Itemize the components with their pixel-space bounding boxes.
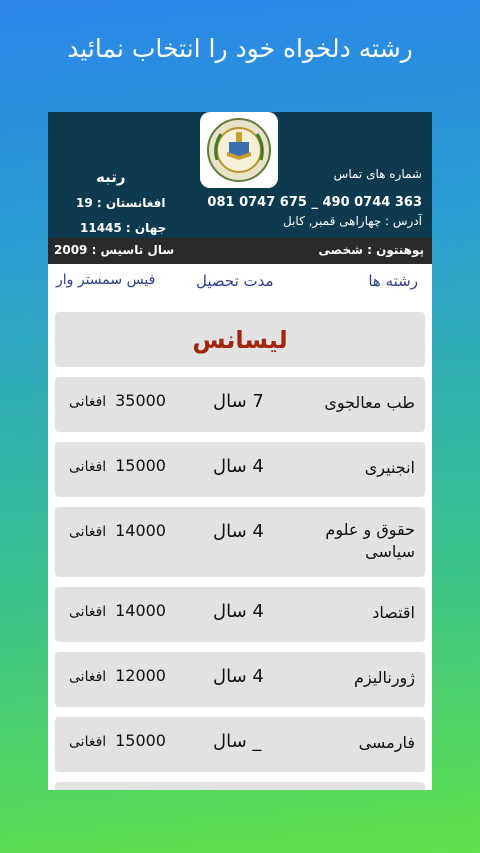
program-list <box>55 312 425 790</box>
university-info-panel <box>48 112 432 238</box>
column-fee: فیس سمستر وار <box>56 272 156 288</box>
program-duration: 4 سال <box>213 601 264 622</box>
list-item[interactable] <box>55 717 425 772</box>
list-item[interactable] <box>55 507 425 577</box>
list-item[interactable] <box>55 782 425 790</box>
list-item[interactable] <box>55 652 425 707</box>
page-title: رشته دلخواه خود را انتخاب نمائید <box>67 34 413 63</box>
column-field: رشته ها <box>368 272 418 290</box>
column-duration: مدت تحصیل <box>196 272 274 290</box>
emblem-icon <box>205 116 273 184</box>
university-card <box>48 112 432 790</box>
rank-label: رتبه <box>96 168 126 186</box>
program-fee: 14000 افغانی <box>69 601 166 620</box>
program-fee: 35000 افغانی <box>69 391 166 410</box>
program-fee: 15000 افغانی <box>69 456 166 475</box>
column-headers <box>48 270 432 300</box>
program-duration: 7 سال <box>213 391 264 412</box>
established-year: سال تاسیس : 2009 <box>54 243 175 257</box>
contact-label: شماره های تماس <box>333 167 422 181</box>
list-item[interactable] <box>55 442 425 497</box>
rank-world: جهان : 11445 <box>80 221 167 235</box>
program-name: فارمسی <box>358 733 415 752</box>
program-duration: 4 سال <box>213 521 264 542</box>
program-fee: 12000 افغانی <box>69 666 166 685</box>
program-name: ژورنالیزم <box>354 668 415 687</box>
program-fee: 15000 افغانی <box>69 731 166 750</box>
degree-level-header: لیسانس <box>55 312 425 367</box>
program-duration: 4 سال <box>213 666 264 687</box>
program-duration: _ سال <box>213 731 262 752</box>
list-item[interactable] <box>55 587 425 642</box>
program-name: طب معالجوی <box>324 393 415 412</box>
program-duration: 4 سال <box>213 456 264 477</box>
university-logo <box>200 112 278 188</box>
program-name: اقتصاد <box>372 603 415 622</box>
program-name: انجنیری <box>364 458 415 477</box>
info-band <box>48 238 432 264</box>
program-name: حقوق و علوم سیاسی <box>325 520 415 561</box>
phone-numbers[interactable]: 081 0747 675 _ 490 0744 363 <box>207 195 422 210</box>
university-type: پوهنتون : شخصی <box>318 243 424 257</box>
program-fee: 14000 افغانی <box>69 521 166 540</box>
list-item[interactable] <box>55 377 425 432</box>
rank-afghanistan: افغانستان : 19 <box>76 196 166 210</box>
address: آدرس : چهاراهی قمبر, کابل <box>282 214 422 228</box>
